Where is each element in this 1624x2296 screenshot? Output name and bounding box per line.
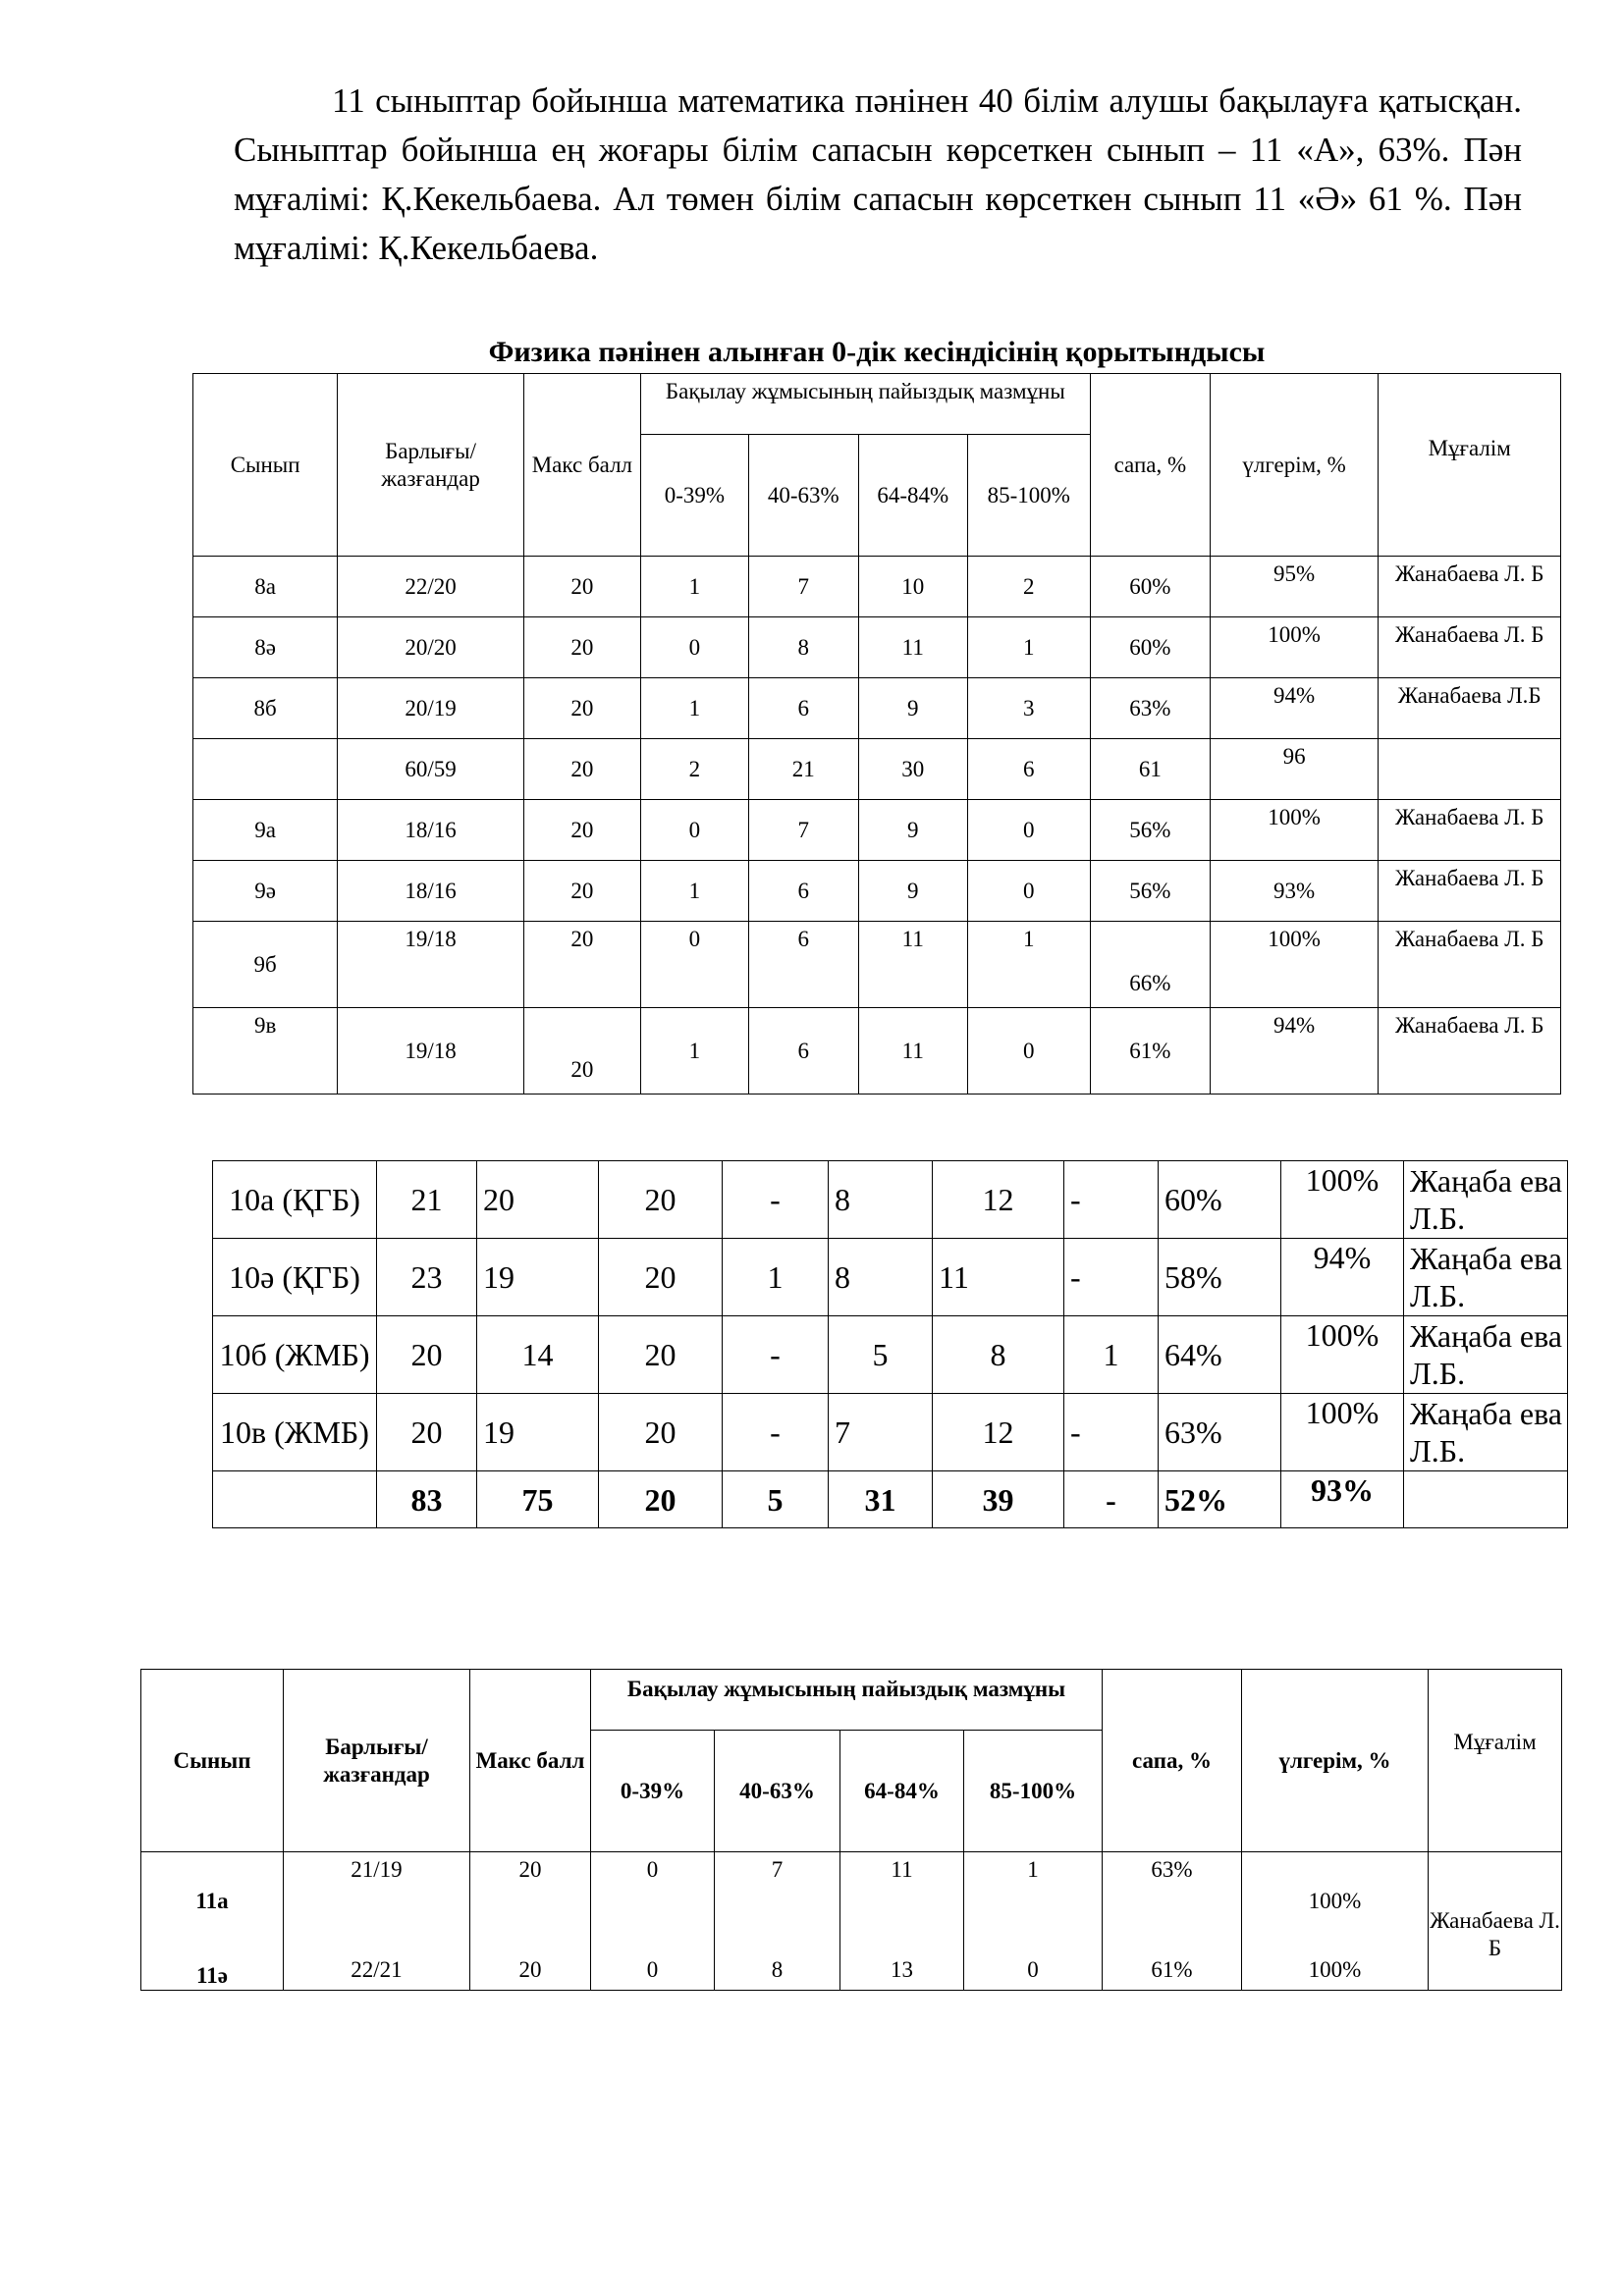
cell-class: 10а (ҚГБ): [213, 1161, 377, 1239]
class-11ae: 11ә: [196, 1963, 228, 1988]
header-teacher: Мұғалім: [1379, 374, 1561, 557]
cell-max: 20: [523, 800, 640, 861]
cell-quality: 61: [1090, 739, 1210, 800]
cell-r2: 6: [748, 861, 858, 922]
physics-grade8-9-table: [192, 373, 1561, 1095]
table-row: [193, 861, 1561, 922]
cell-progress: 93%: [1281, 1471, 1404, 1528]
cell-r1: 1: [640, 861, 748, 922]
cell-r3: 9: [858, 678, 967, 739]
header-teacher: Мұғалім: [1429, 1670, 1562, 1852]
cell-written: 20: [477, 1161, 599, 1239]
cell-r1: 5: [723, 1471, 829, 1528]
cell-class: 8б: [193, 678, 338, 739]
cell-max: 20: [599, 1161, 723, 1239]
header-total: Барлығы/ жазғандар: [284, 1670, 470, 1852]
cell-r4: 1: [1064, 1316, 1159, 1394]
cell-r4: 2: [967, 557, 1090, 617]
cell-r2: [715, 1852, 840, 1991]
header-total: Барлығы/ жазғандар: [338, 374, 524, 557]
cell-r1: [591, 1852, 715, 1991]
cell-r3: 8: [933, 1316, 1064, 1394]
r1-11ae: 0: [646, 1957, 659, 1982]
header-max: Макс балл: [523, 374, 640, 557]
cell-class: 9в: [193, 1008, 338, 1095]
total-11ae: 22/21: [351, 1957, 403, 1982]
cell-r1: 0: [640, 800, 748, 861]
cell-r1: -: [723, 1316, 829, 1394]
cell-r1: -: [723, 1394, 829, 1471]
r1-11a: 0: [646, 1857, 659, 1882]
max-11a: 20: [518, 1857, 542, 1882]
cell-total: 20/20: [338, 617, 524, 678]
cell-quality: 63%: [1159, 1394, 1281, 1471]
cell-quality: 60%: [1159, 1161, 1281, 1239]
cell-total: 60/59: [338, 739, 524, 800]
cell-quality: 56%: [1090, 861, 1210, 922]
cell-teacher: Жаңаба ева Л.Б.: [1404, 1394, 1568, 1471]
cell-quality: 63%: [1090, 678, 1210, 739]
cell-max: 20: [523, 861, 640, 922]
cell-progress: 94%: [1210, 678, 1378, 739]
cell-r1: 1: [640, 557, 748, 617]
cell-quality: 60%: [1090, 557, 1210, 617]
cell-r4: 1: [967, 617, 1090, 678]
cell-r3: 9: [858, 861, 967, 922]
cell-written: 19: [477, 1394, 599, 1471]
cell-written: 75: [477, 1471, 599, 1528]
table-row-total: [213, 1471, 1568, 1528]
cell-class: [213, 1471, 377, 1528]
cell-r3: [840, 1852, 964, 1991]
cell-progress: 100%: [1281, 1316, 1404, 1394]
cell-teacher: Жанабаева Л. Б: [1379, 557, 1561, 617]
table-row: [193, 617, 1561, 678]
header-range-40-63: 40-63%: [715, 1731, 840, 1852]
cell-teacher: Жанабаева Л. Б: [1379, 1008, 1561, 1095]
cell-r1: 1: [723, 1239, 829, 1316]
cell-r2: 8: [748, 617, 858, 678]
table-row: [193, 922, 1561, 1008]
cell-r2: 7: [748, 557, 858, 617]
cell-progress: 100%: [1281, 1394, 1404, 1471]
cell-teacher: Жанабаева Л. Б: [1379, 617, 1561, 678]
cell-progress: 100%: [1210, 922, 1378, 1008]
header-content: Бақылау жұмысының пайыздық мазмұны: [640, 374, 1090, 435]
cell-progress: 95%: [1210, 557, 1378, 617]
cell-quality: 58%: [1159, 1239, 1281, 1316]
cell-total: 20: [377, 1316, 477, 1394]
header-content: Бақылау жұмысының пайыздық мазмұны: [591, 1670, 1103, 1731]
r3-11a: 11: [891, 1857, 913, 1882]
cell-max: 20: [523, 739, 640, 800]
cell-teacher: Жаңаба ева Л.Б.: [1404, 1161, 1568, 1239]
cell-r2: 6: [748, 1008, 858, 1095]
r4-11a: 1: [1027, 1857, 1039, 1882]
cell-r3: 11: [858, 1008, 967, 1095]
cell-max: 20: [523, 922, 640, 1008]
cell-total: 83: [377, 1471, 477, 1528]
cell-quality: [1103, 1852, 1242, 1991]
cell-r3: 11: [858, 922, 967, 1008]
cell-max: 20: [599, 1394, 723, 1471]
progress-11a: 100%: [1308, 1889, 1362, 1913]
cell-progress: 94%: [1281, 1239, 1404, 1316]
cell-r3: 11: [933, 1239, 1064, 1316]
cell-r3: 11: [858, 617, 967, 678]
cell-max: 20: [599, 1239, 723, 1316]
cell-class: 10ә (ҚГБ): [213, 1239, 377, 1316]
table-row: [193, 800, 1561, 861]
cell-class: [141, 1852, 284, 1991]
cell-progress: 100%: [1281, 1161, 1404, 1239]
cell-class: 10в (ЖМБ): [213, 1394, 377, 1471]
cell-r2: 7: [829, 1394, 933, 1471]
cell-quality: 61%: [1090, 1008, 1210, 1095]
header-range-85-100: 85-100%: [967, 435, 1090, 557]
cell-r4: 1: [967, 922, 1090, 1008]
cell-class: 9б: [193, 922, 338, 1008]
cell-r1: 1: [640, 1008, 748, 1095]
cell-r4: -: [1064, 1394, 1159, 1471]
cell-r4: -: [1064, 1239, 1159, 1316]
physics-grade11-table: [140, 1669, 1562, 1991]
cell-total: 21: [377, 1161, 477, 1239]
cell-progress: [1242, 1852, 1429, 1991]
cell-total: 18/16: [338, 800, 524, 861]
cell-r4: 0: [967, 800, 1090, 861]
header-range-40-63: 40-63%: [748, 435, 858, 557]
cell-r4: -: [1064, 1471, 1159, 1528]
header-progress: үлгерім, %: [1210, 374, 1378, 557]
cell-teacher: Жанабаева Л.Б: [1379, 678, 1561, 739]
cell-teacher: [1379, 739, 1561, 800]
header-range-0-39: 0-39%: [640, 435, 748, 557]
cell-max: 20: [523, 557, 640, 617]
cell-r4: 3: [967, 678, 1090, 739]
intro-paragraph: [234, 77, 1522, 273]
cell-class: 10б (ЖМБ): [213, 1316, 377, 1394]
progress-11ae: 100%: [1308, 1957, 1362, 1982]
cell-class: 8ә: [193, 617, 338, 678]
header-quality: сапа, %: [1090, 374, 1210, 557]
r2-11ae: 8: [771, 1957, 784, 1982]
cell-r2: 7: [748, 800, 858, 861]
table-row: [213, 1394, 1568, 1471]
cell-teacher: Жанабаева Л. Б: [1379, 861, 1561, 922]
r4-11ae: 0: [1027, 1957, 1039, 1982]
cell-teacher: [1404, 1471, 1568, 1528]
table-row: [193, 557, 1561, 617]
table-row: [193, 678, 1561, 739]
cell-r1: -: [723, 1161, 829, 1239]
header-class: Сынып: [141, 1670, 284, 1852]
cell-r2: 6: [748, 922, 858, 1008]
cell-max: 20: [599, 1316, 723, 1394]
class-11a: 11а: [195, 1889, 229, 1913]
header-max: Макс балл: [470, 1670, 591, 1852]
cell-teacher: Жанабаева Л. Б: [1429, 1852, 1562, 1991]
cell-r4: [964, 1852, 1103, 1991]
table-row: [213, 1239, 1568, 1316]
cell-r2: 21: [748, 739, 858, 800]
cell-r3: 30: [858, 739, 967, 800]
cell-r3: 9: [858, 800, 967, 861]
cell-r2: 8: [829, 1239, 933, 1316]
cell-total: 19/18: [338, 922, 524, 1008]
cell-total: 20: [377, 1394, 477, 1471]
header-quality: сапа, %: [1103, 1670, 1242, 1852]
cell-quality: 64%: [1159, 1316, 1281, 1394]
cell-teacher: Жаңаба ева Л.Б.: [1404, 1316, 1568, 1394]
cell-class: [193, 739, 338, 800]
cell-r2: 5: [829, 1316, 933, 1394]
cell-r2: 31: [829, 1471, 933, 1528]
cell-quality: 56%: [1090, 800, 1210, 861]
total-11a: 21/19: [351, 1857, 403, 1882]
cell-total: 22/20: [338, 557, 524, 617]
cell-max: 20: [523, 678, 640, 739]
cell-progress: 94%: [1210, 1008, 1378, 1095]
table-row-subtotal: [193, 739, 1561, 800]
cell-max: [470, 1852, 591, 1991]
cell-total: 23: [377, 1239, 477, 1316]
physics-table-title: Физика пәнінен алынған 0-дік кесіндісінің қорытындысы: [488, 336, 1266, 368]
cell-progress: 100%: [1210, 800, 1378, 861]
physics-grade10-table: [212, 1160, 1568, 1528]
cell-class: 8а: [193, 557, 338, 617]
table-row: [213, 1161, 1568, 1239]
cell-r1: 2: [640, 739, 748, 800]
cell-max: 20: [599, 1471, 723, 1528]
cell-teacher: Жанабаева Л. Б: [1379, 800, 1561, 861]
cell-r1: 1: [640, 678, 748, 739]
r3-11ae: 13: [891, 1957, 913, 1982]
cell-progress: 93%: [1210, 861, 1378, 922]
cell-quality: 52%: [1159, 1471, 1281, 1528]
cell-class: 9ә: [193, 861, 338, 922]
cell-r1: 0: [640, 617, 748, 678]
cell-written: 19: [477, 1239, 599, 1316]
cell-quality: 60%: [1090, 617, 1210, 678]
cell-r4: 0: [967, 861, 1090, 922]
cell-r4: 6: [967, 739, 1090, 800]
cell-r3: 12: [933, 1161, 1064, 1239]
cell-class: 9а: [193, 800, 338, 861]
header-range-85-100: 85-100%: [964, 1731, 1103, 1852]
header-progress: үлгерім, %: [1242, 1670, 1429, 1852]
table-row: [141, 1852, 1562, 1991]
cell-total: 18/16: [338, 861, 524, 922]
header-class: Сынып: [193, 374, 338, 557]
cell-progress: 96: [1210, 739, 1378, 800]
cell-max: 20: [523, 617, 640, 678]
cell-r1: 0: [640, 922, 748, 1008]
header-range-64-84: 64-84%: [840, 1731, 964, 1852]
cell-total: 20/19: [338, 678, 524, 739]
table-row: [213, 1316, 1568, 1394]
cell-r4: 0: [967, 1008, 1090, 1095]
cell-max: 20: [523, 1008, 640, 1095]
r2-11a: 7: [771, 1857, 784, 1882]
quality-11ae: 61%: [1151, 1957, 1193, 1982]
cell-total: [284, 1852, 470, 1991]
header-range-64-84: 64-84%: [858, 435, 967, 557]
cell-r3: 10: [858, 557, 967, 617]
cell-teacher: Жаңаба ева Л.Б.: [1404, 1239, 1568, 1316]
cell-total: 19/18: [338, 1008, 524, 1095]
cell-r2: 8: [829, 1161, 933, 1239]
table-row: [193, 1008, 1561, 1095]
max-11ae: 20: [518, 1957, 542, 1982]
cell-progress: 100%: [1210, 617, 1378, 678]
cell-r4: -: [1064, 1161, 1159, 1239]
cell-written: 14: [477, 1316, 599, 1394]
intro-text: 11 сыныптар бойынша математика пәнінен 40 білім алушы бақылауға қатысқан. Сыныптар бойынша ең жоғары білім сапасын көрсеткен сынып – 11 «А», 63%. Пән мұғалімі: Қ.Кекельбаева. Ал төмен білім сапасын көрсеткен сынып 11 «Ә» 61 %. Пән мұғалімі: Қ.Кекельбаева.: [234, 81, 1522, 267]
cell-r3: 12: [933, 1394, 1064, 1471]
cell-quality: 66%: [1090, 922, 1210, 1008]
cell-teacher: Жанабаева Л. Б: [1379, 922, 1561, 1008]
cell-r2: 6: [748, 678, 858, 739]
header-range-0-39: 0-39%: [591, 1731, 715, 1852]
cell-r3: 39: [933, 1471, 1064, 1528]
quality-11a: 63%: [1151, 1857, 1193, 1882]
